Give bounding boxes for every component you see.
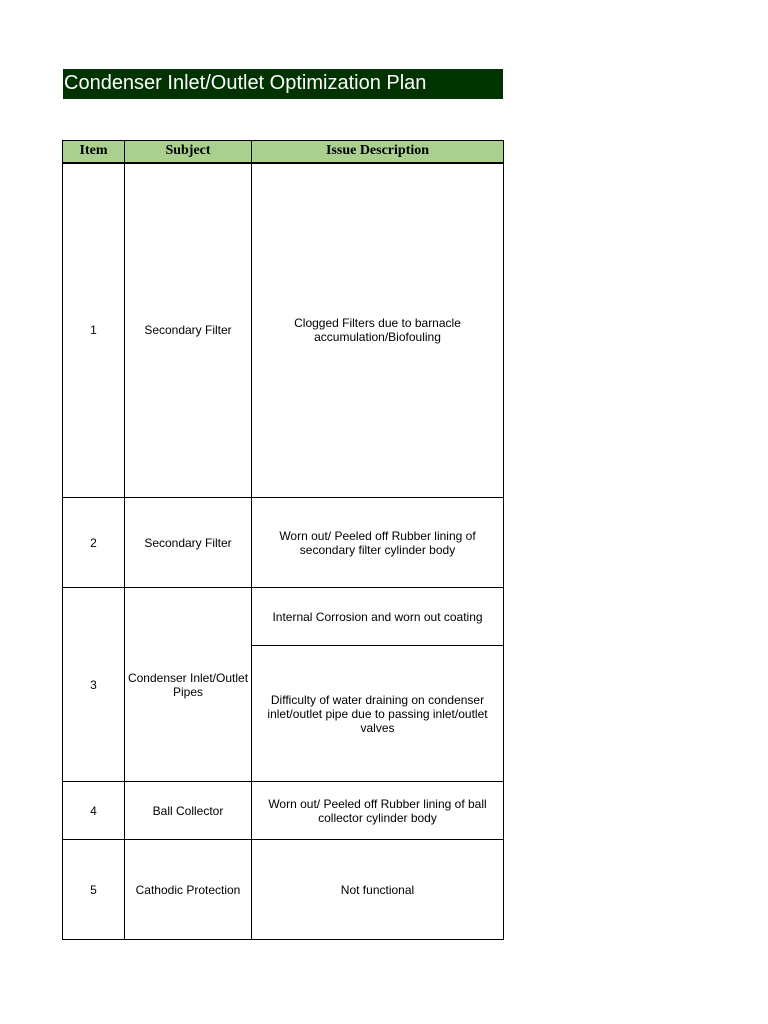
- table-row: [63, 588, 504, 646]
- page-title: Condenser Inlet/Outlet Optimization Plan: [63, 69, 503, 99]
- table-header-row: [63, 141, 504, 163]
- item-number-cell: 2: [63, 498, 125, 588]
- issue-description-cell: Worn out/ Peeled off Rubber lining of ball collector cylinder body: [252, 782, 504, 840]
- item-number-cell: 3: [63, 588, 125, 782]
- column-header-item: Item: [63, 141, 125, 163]
- table-row: [63, 840, 504, 940]
- subject-cell: Ball Collector: [125, 782, 252, 840]
- subject-cell: Cathodic Protection: [125, 840, 252, 940]
- issue-description-cell: Worn out/ Peeled off Rubber lining of secondary filter cylinder body: [252, 498, 504, 588]
- table-row: [63, 782, 504, 840]
- subject-cell: Secondary Filter: [125, 163, 252, 498]
- column-header-issue-description: Issue Description: [252, 141, 504, 163]
- issue-description-cell: Internal Corrosion and worn out coating: [252, 588, 504, 646]
- table-row: [63, 163, 504, 498]
- issue-description-cell: Difficulty of water draining on condenser inlet/outlet pipe due to passing inlet/outlet valves: [252, 646, 504, 782]
- issue-description-cell: Not functional: [252, 840, 504, 940]
- table-row: [63, 498, 504, 588]
- optimization-plan-table: [62, 140, 504, 940]
- column-header-subject: Subject: [125, 141, 252, 163]
- subject-cell: Condenser Inlet/Outlet Pipes: [125, 588, 252, 782]
- subject-cell: Secondary Filter: [125, 498, 252, 588]
- item-number-cell: 4: [63, 782, 125, 840]
- item-number-cell: 5: [63, 840, 125, 940]
- issue-description-cell: Clogged Filters due to barnacle accumulation/Biofouling: [252, 163, 504, 498]
- item-number-cell: 1: [63, 163, 125, 498]
